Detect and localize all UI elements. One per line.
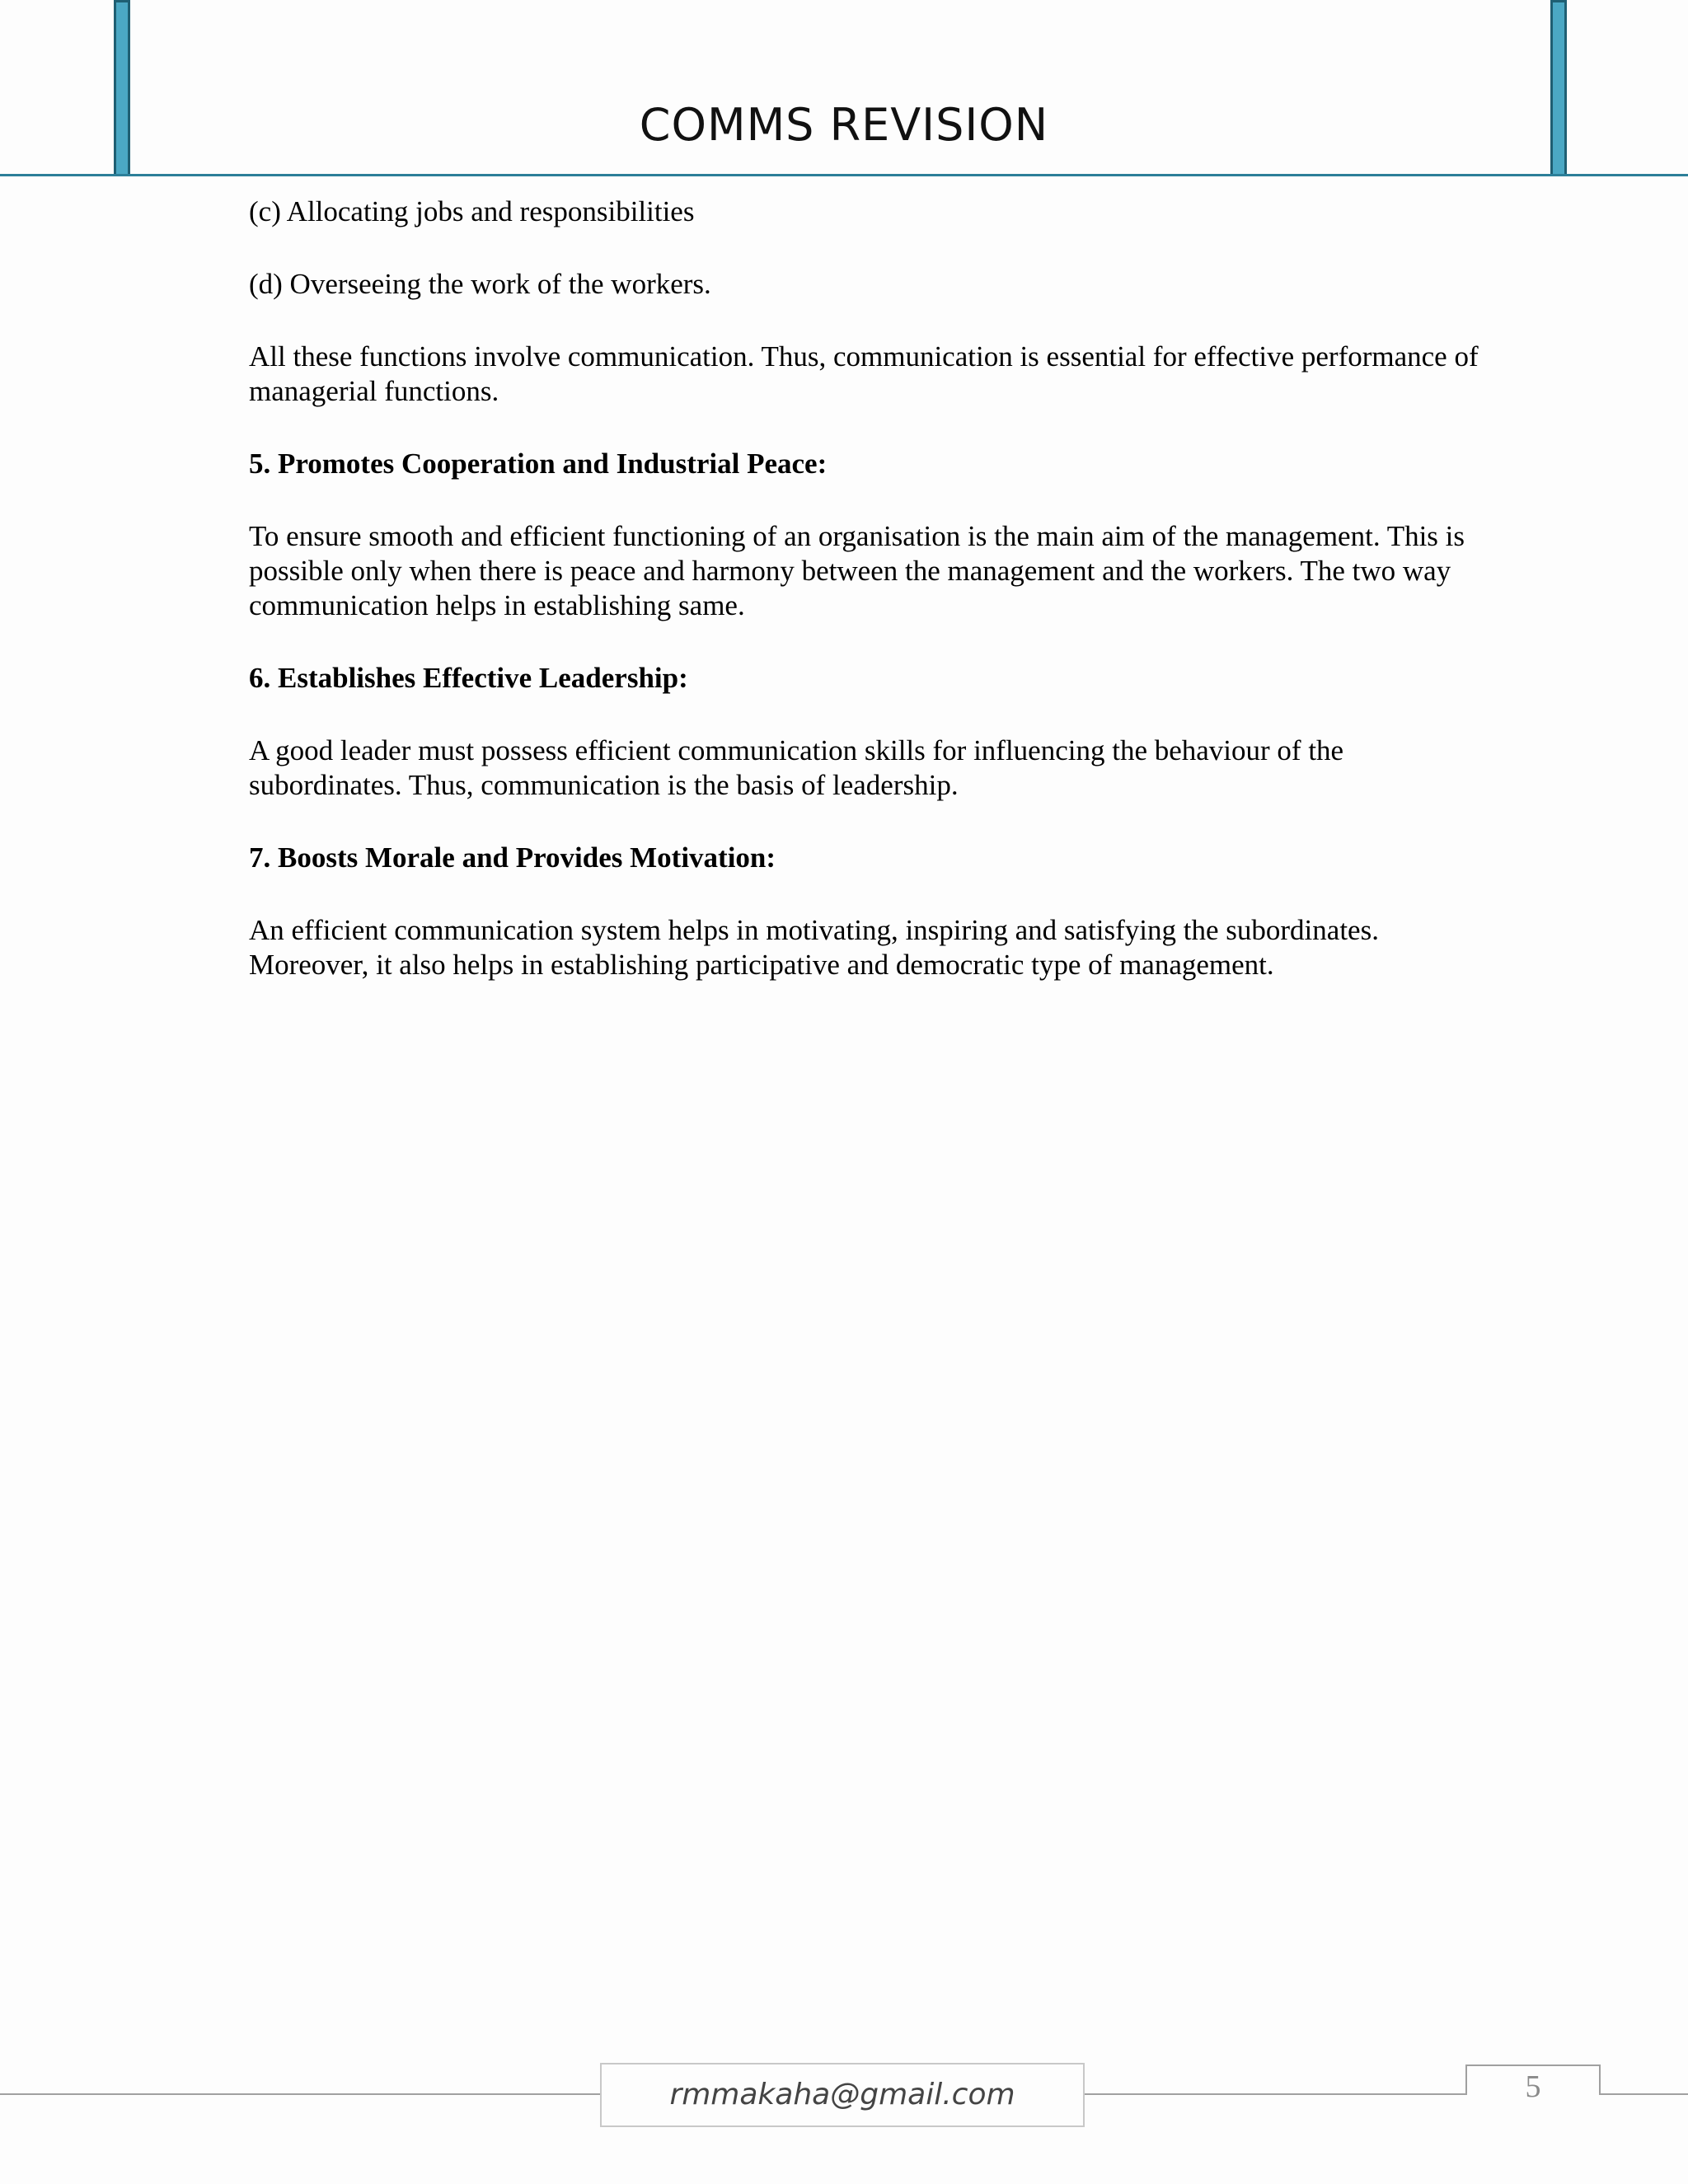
header-rule [0, 174, 1688, 176]
body-content [249, 194, 1485, 1020]
footer-rule [0, 2093, 600, 2095]
section-heading-6: 6. Establishes Effective Leadership: [249, 662, 688, 694]
paragraph: An efficient communication system helps in motivating, inspiring and satisfying the subordinates. Moreover, it also helps in establishing participative and democratic type of management. [249, 914, 1379, 981]
paragraph: All these functions involve communication. Thus, communication is essential for effective performance of managerial functions. [249, 340, 1479, 407]
section-heading-7: 7. Boosts Morale and Provides Motivation: [249, 841, 776, 874]
page-header-title: COMMS REVISION [639, 99, 1049, 151]
paragraph: A good leader must possess efficient communication skills for influencing the behaviour of the subordinates. Thus, communication is the basis of leadership. [249, 734, 1344, 801]
list-item-d: (d) Overseeing the work of the workers. [249, 268, 711, 300]
section-heading-5: 5. Promotes Cooperation and Industrial Peace: [249, 448, 828, 480]
footer-email: rmmakaha@gmail.com [600, 2063, 1085, 2127]
page-number: 5 [1525, 2069, 1541, 2104]
list-item-c: (c) Allocating jobs and responsibilities [249, 195, 695, 227]
footer-rule [1085, 2093, 1465, 2095]
paragraph: To ensure smooth and efficient functioning of an organisation is the main aim of the management. This is possible only when there is peace and harmony between the management and the workers. The two way communication helps in establishing same. [249, 520, 1465, 621]
footer-rule [1601, 2093, 1688, 2095]
